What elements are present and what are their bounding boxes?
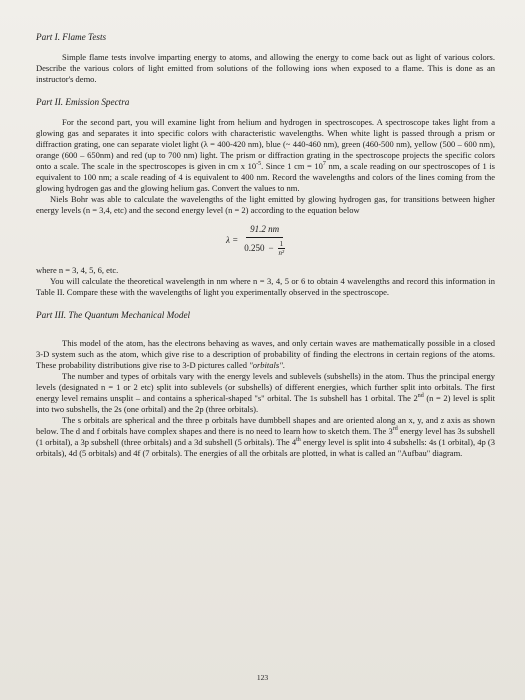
equation-numerator: 91.2 nm: [246, 224, 283, 238]
equation-inner-fraction: $\frac{1}{\text{n²}}$: [278, 240, 285, 257]
part1-paragraph: Simple flame tests involve imparting energy to atoms, and allowing the energy to come back out as light of various colors. Describe the various colors of light emitted from solutions of the following ions when exposed to a flame. This is done as an instructor's demo.: [36, 52, 495, 84]
part1-title: Part I. Flame Tests: [36, 32, 107, 42]
part2-where-line: where n = 3, 4, 5, 6, etc.: [36, 265, 119, 275]
part3-paragraph-1: This model of the atom, has the electrons behaving as waves, and only certain waves are mathematically possible in a closed 3-D system such as the atom, which give rise to a description of probability of finding the electrons in certain regions of the atoms. These probability distributions give rise to 3-D pictures called "orbitals".: [36, 338, 495, 370]
part3-title: Part III. The Quantum Mechanical Model: [36, 310, 191, 320]
part3-paragraph-2: The number and types of orbitals vary with the energy levels and sublevels (subshells) in the atom. Thus the principal energy levels (designated n = 1 or 2 etc) split into sublevels (or subshells) of different energies, which further split into orbitals. The first energy level remains unsplit – and contains a spherical-shaped "s" orbital. The 1s subshell has 1 orbital. The 2nd (n = 2) level is split into two subshells, the 2s (one orbital) and the 2p (three orbitals).: [36, 371, 495, 414]
equation-denominator: 0.250 − $\frac{1}{\text{n²}}$: [244, 240, 285, 257]
part2-paragraph-1: For the second part, you will examine light from helium and hydrogen in spectroscopes. A spectroscope takes light from a glowing gas and separates it into specific colors with characteristic wavelengths. When white light is passed through a prism or diffraction grating, one can separate violet light (λ = 400-420 nm), blue (~ 440-460 nm), green (460-500 nm), yellow (500 – 600 nm), orange (600 – 650nm) and red (up to 700 nm) light. The prism or diffraction grating in the spectroscope projects the specific colors onto a scale. The scale in the spectroscopes is given in cm x $10^{-5}$. Since 1 cm = $10^7$ nm, a scale reading on our spectroscopes of 1 is equivalent to 100 nm; a scale reading of 4 is equivalent to 400 nm. Record the wavelengths and colors of the lines coming from the glowing hydrogen gas and the glowing helium gas. Convert the values to nm.: [36, 117, 495, 193]
equation-fraction: [244, 224, 285, 257]
part3-paragraph-3: The s orbitals are spherical and the three p orbitals have dumbbell shapes and are oriented along an x, y, and z axis as shown below. The d and f orbitals have complex shapes and there is no need to learn how to sketch them. The 3rd energy level has 3s subshell (1 orbital), a 3p subshell (three orbitals) and a 3d subshell (5 orbitals). The 4th energy level is split into 4 subshells: 4s (1 orbital), 4p (3 orbitals), 4d (5 orbitals) and 4f (7 orbitals). The energies of all the orbitals are plotted, in what is called an "Aufbau" diagram.: [36, 415, 495, 458]
part2-paragraph-2: Niels Bohr was able to calculate the wavelengths of the light emitted by glowing hydrogen gas, for transitions between higher energy levels (n = 3,4, etc) and the second energy level (n = 2) according to the equation below: [36, 194, 495, 215]
part2-paragraph-3: You will calculate the theoretical wavelength in nm where n = 3, 4, 5 or 6 to obtain 4 wavelengths and record this information in Table II. Compare these with the wavelengths of light you experimentally observed in the spectroscope.: [36, 276, 495, 297]
part2-title: Part II. Emission Spectra: [36, 97, 130, 107]
equation-lhs: λ =: [226, 235, 239, 245]
bohr-equation: [226, 224, 495, 257]
page-number: 123: [256, 673, 269, 682]
